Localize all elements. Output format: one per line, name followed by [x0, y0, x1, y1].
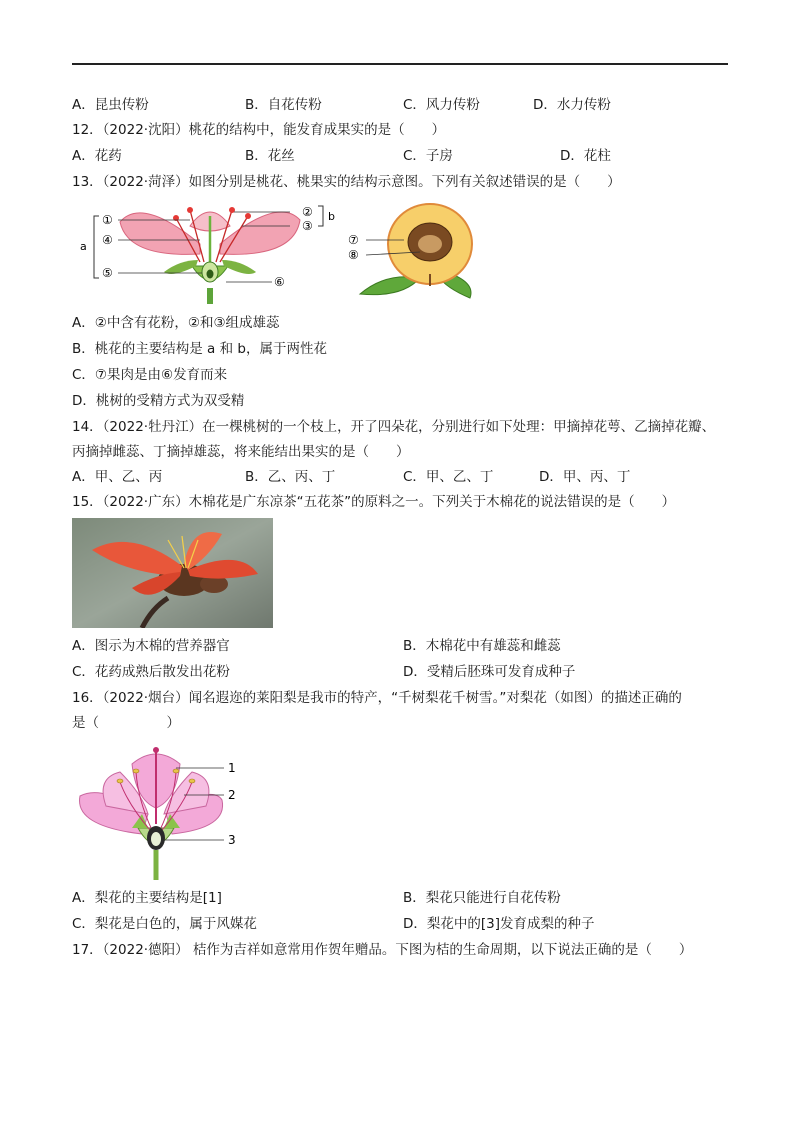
ovule [207, 270, 214, 279]
q15-option-b: B．木棉花中有雄蕊和雌蕊 [403, 638, 561, 654]
q11-option-c: C．风力传粉 [403, 97, 480, 113]
stigma [153, 747, 159, 753]
q12-option-b: B．花丝 [245, 148, 295, 164]
right-petal [220, 212, 300, 254]
q16-option-d: D．梨花中的[3]发育成梨的种子 [403, 916, 595, 932]
bracket-a [94, 216, 99, 278]
peach-fruit-diagram [346, 202, 482, 304]
q11-option-a: A．昆虫传粉 [72, 97, 149, 113]
label-3: 3 [228, 833, 236, 847]
q16-option-a: A．梨花的主要结构是[1] [72, 890, 222, 906]
label-7: ⑦ [348, 233, 359, 247]
q13-stem: 13．（2022·菏泽）如图分别是桃花、桃果实的结构示意图。下列有关叙述错误的是（ ） [72, 174, 621, 190]
label-2: 2 [228, 788, 236, 802]
header-rule [72, 63, 728, 65]
label-5: ⑤ [102, 266, 113, 280]
q13-option-b: B．桃花的主要结构是 a 和 b，属于两性花 [72, 341, 327, 357]
label-1: 1 [228, 761, 236, 775]
q15-stem: 15．（2022·广东）木棉花是广东凉茶“五花茶”的原料之一。下列关于木棉花的说法错误的是（ ） [72, 494, 676, 510]
bracket-b [318, 206, 323, 226]
q13-option-a: A．②中含有花粉，②和③组成雄蕊 [72, 315, 280, 331]
q12-stem: 12．（2022·沈阳）桃花的结构中，能发育成果实的是（ ） [72, 122, 446, 138]
kapok-flower-photo [72, 518, 273, 628]
q14-stem-line2: 丙摘掉雌蕊、丁摘掉雄蕊，将来能结出果实的是（ ） [72, 444, 410, 460]
label-4: ④ [102, 233, 113, 247]
q15-option-a: A．图示为木棉的营养器官 [72, 638, 230, 654]
q13-option-d: D．桃树的受精方式为双受精 [72, 393, 245, 409]
q14-stem-line1: 14．（2022·牡丹江）在一棵桃树的一个枝上，开了四朵花，分别进行如下处理：甲摘掉花萼、乙摘掉花瓣、 [72, 419, 716, 435]
label-1: ① [102, 213, 113, 227]
q12-option-d: D．花柱 [560, 148, 611, 164]
seed [418, 235, 442, 253]
q11-option-b: B．自花传粉 [245, 97, 322, 113]
q14-option-b: B．乙、丙、丁 [245, 469, 336, 485]
q14-option-a: A．甲、乙、丙 [72, 469, 163, 485]
q17-stem: 17．（2022·德阳） 桔作为吉祥如意常用作贺年赠品。下图为桔的生命周期，以下说法正确的是（ ） [72, 942, 693, 958]
q14-option-d: D．甲、丙、丁 [539, 469, 631, 485]
left-petal [120, 213, 200, 255]
q14-option-c: C．甲、乙、丁 [403, 469, 494, 485]
label-6: ⑥ [274, 275, 285, 289]
q11-option-d: D．水力传粉 [533, 97, 611, 113]
ovule [151, 832, 161, 846]
q12-option-c: C．子房 [403, 148, 453, 164]
label-8: ⑧ [348, 248, 359, 262]
anther [245, 213, 251, 219]
left-sepal [164, 260, 198, 274]
q16-stem-line2: 是（ ） [72, 715, 180, 731]
q16-option-b: B．梨花只能进行自花传粉 [403, 890, 561, 906]
label-2: ② [302, 205, 313, 219]
q13-option-c: C．⑦果肉是由⑥发育而来 [72, 367, 228, 383]
q12-option-a: A．花药 [72, 148, 122, 164]
right-sepal [222, 260, 256, 274]
q16-option-c: C．梨花是白色的，属于风媒花 [72, 916, 257, 932]
label-3: ③ [302, 219, 313, 233]
q16-stem-line1: 16．（2022·烟台）闻名遐迩的莱阳梨是我市的特产，“千树梨花千树雪。”对梨花（如图）的描述正确的 [72, 690, 682, 706]
pear-flower-diagram [72, 744, 252, 880]
q15-option-c: C．花药成熟后散发出花粉 [72, 664, 230, 680]
q15-option-d: D．受精后胚珠可发育成种子 [403, 664, 576, 680]
anther [187, 207, 193, 213]
label-b: b [328, 210, 335, 223]
label-a: a [80, 240, 87, 253]
peach-flower-diagram [72, 196, 342, 304]
